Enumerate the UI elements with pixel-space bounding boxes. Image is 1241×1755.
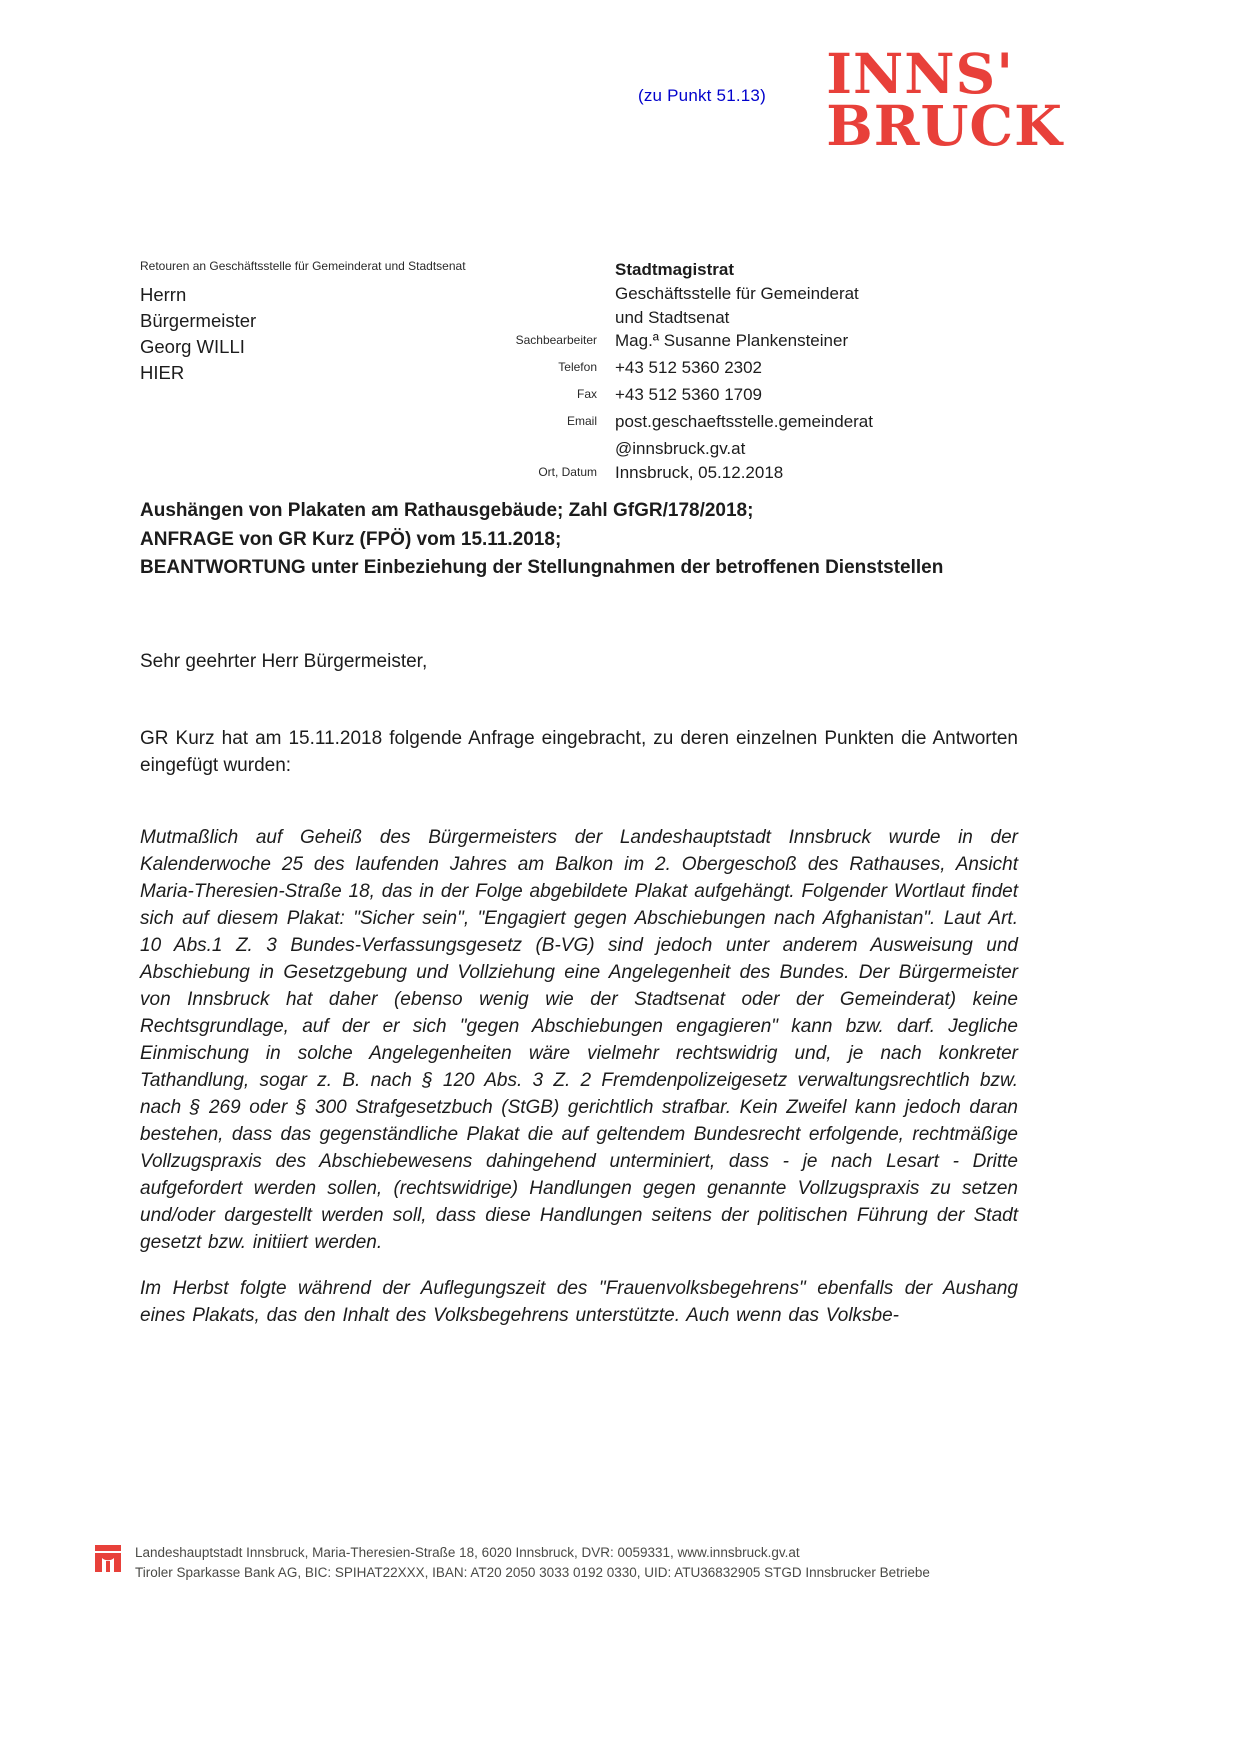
place-date-field-label: Ort, Datum	[538, 465, 597, 480]
fax-field-label: Fax	[576, 386, 597, 401]
logo-line-1: INNS'	[826, 41, 1015, 106]
quoted-inquiry-paragraph-1: Mutmaßlich auf Geheiß des Bürgermeisters der Landeshauptstadt Innsbruck wurde in der Kalenderwoche 25 des laufenden Jahres am Balkon im 2. Obergeschoß des Rathauses, Ansicht Maria-Theresien-Straße 18, das in der Folge abgebildete Plakat aufgehängt. Folgender Wortlaut findet sich auf diesem Plakat: "Sicher sein", "Engagiert gegen Abschiebungen nach Afghanistan". Laut Art. 10 Abs.1 Z. 3 Bundes-Verfassungsgesetz (B-VG) sind jedoch unter anderem Ausweisung und Abschiebung in Gesetzgebung und Vollziehung eine Angelegenheit des Bundes. Der Bürgermeister von Innsbruck hat daher (ebenso wenig wie der Stadtsenat oder der Gemeinderat) keine Rechtsgrundlage, auf der er sich "gegen Abschiebungen engagieren" kann bzw. darf. Jegliche Einmischung in solche Angelegenheiten wäre vielmehr rechtswidrig und, je nach konkreter Tathandlung, sogar z. B. nach § 120 Abs. 3 Z. 2 Fremdenpolizeigesetz verwaltungsrechtlich bzw. nach § 269 oder § 300 Strafgesetzbuch (StGB) gerichtlich strafbar. Kein Zweifel kann jedoch daran bestehen, dass das gegenständliche Plakat die auf geltendem Bundesrecht erfolgende, rechtmäßige Vollzugspraxis des Abschiebewesens dahingehend unterminiert, dass - je nach Lesart - Dritte aufgefordert werden sollen, (rechtswidrige) Handlungen gegen genannte Vollzugspraxis zu setzen und/oder dargestellt werden soll, dass diese Handlungen seitens der politischen Führung der Stadt gesetzt bzw. initiiert werden.	[140, 827, 1018, 1253]
fax-number: +43 512 5360 1709	[615, 384, 763, 404]
field-label	[437, 303, 597, 306]
sender-contact-block	[437, 258, 945, 488]
clerk-name: Mag.ª Susanne Plankensteiner	[615, 331, 849, 351]
intro-paragraph: GR Kurz hat am 15.11.2018 folgende Anfrage eingebracht, zu deren einzelnen Punkten die Antworten eingefügt wurden:	[140, 728, 1018, 776]
recipient-line: Georg WILLI	[140, 336, 245, 357]
sender-office-line: und Stadtsenat	[615, 307, 730, 327]
footer-line-bank: Tiroler Sparkasse Bank AG, BIC: SPIHAT22XXX, IBAN: AT20 2050 3033 0192 0330, UID: ATU36832905 STGD Innsbrucker Betriebe	[135, 1565, 930, 1580]
recipient-address-block	[140, 259, 466, 386]
recipient-line: HIER	[140, 362, 185, 383]
phone-field-label: Telefon	[558, 360, 597, 375]
sender-office-title: Stadtmagistrat	[615, 260, 735, 279]
footer	[95, 1543, 930, 1583]
footer-line-address: Landeshauptstadt Innsbruck, Maria-Theresien-Straße 18, 6020 Innsbruck, DVR: 0059331, www.innsbruck.gv.at	[135, 1545, 800, 1560]
subject-line: BEANTWORTUNG unter Einbeziehung der Stellungnahmen der betroffenen Dienststellen	[140, 557, 944, 578]
innsbruck-crest-icon	[95, 1545, 121, 1572]
phone-number: +43 512 5360 2302	[615, 358, 763, 378]
field-label	[437, 457, 597, 460]
subject-line: Aushängen von Plakaten am Rathausgebäude; Zahl GfGR/178/2018;	[140, 500, 754, 521]
clerk-field-label: Sachbearbeiter	[515, 333, 597, 348]
logo-line-2: BRUCK	[826, 93, 1063, 158]
place-date-value: Innsbruck, 05.12.2018	[615, 463, 784, 483]
sender-office-line: Geschäftsstelle für Gemeinderat	[615, 283, 859, 303]
quoted-inquiry-paragraph-2: Im Herbst folgte während der Auflegungszeit des "Frauenvolksbegehrens" ebenfalls der Aushang eines Plakats, das den Inhalt des Volksbegehrens unterstützte. Auch wenn das Volksbe-	[140, 1278, 1018, 1326]
field-label	[437, 279, 597, 282]
salutation: Sehr geehrter Herr Bürgermeister,	[140, 651, 428, 672]
subject-line: ANFRAGE von GR Kurz (FPÖ) vom 15.11.2018;	[140, 528, 562, 550]
recipient-line: Bürgermeister	[140, 310, 257, 331]
email-address-part1: post.geschaeftsstelle.gemeinderat	[615, 411, 873, 431]
email-address-part2: @innsbruck.gv.at	[615, 438, 746, 458]
return-address-note: Retouren an Geschäftsstelle für Gemeinderat und Stadtsenat	[140, 259, 466, 273]
subject-block	[140, 497, 1040, 583]
footer-text	[135, 1543, 930, 1583]
recipient-line: Herrn	[140, 284, 187, 305]
agenda-reference-note: (zu Punkt 51.13)	[638, 86, 766, 105]
letter-body	[140, 648, 1018, 1329]
email-field-label: Email	[566, 413, 597, 428]
innsbruck-logo	[826, 41, 1063, 158]
